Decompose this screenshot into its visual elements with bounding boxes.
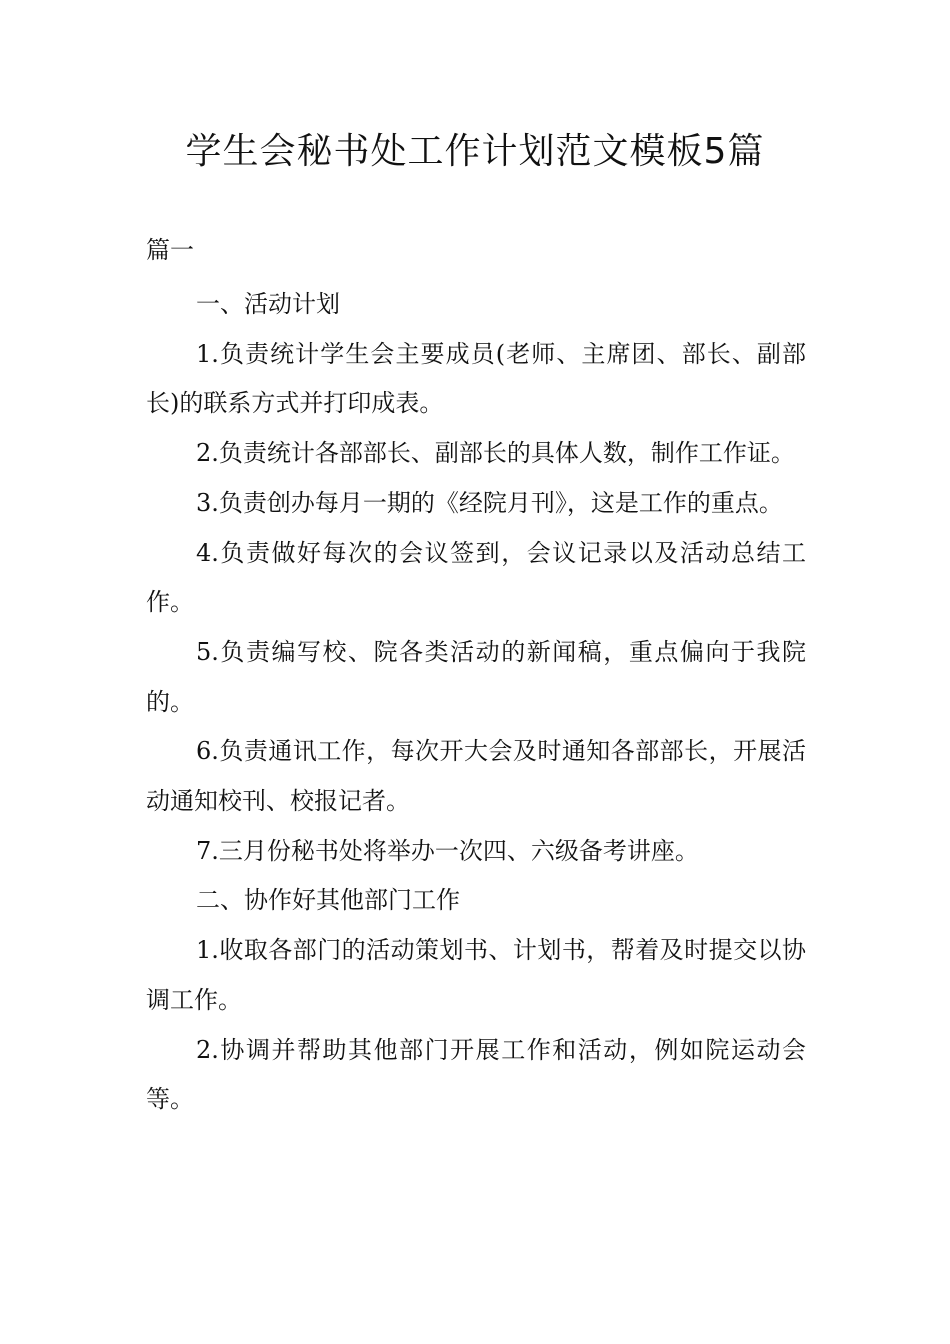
paragraph: 4.负责做好每次的会议签到，会议记录以及活动总结工作。: [146, 538, 806, 617]
heading-activity-plan: 一、活动计划: [196, 290, 340, 318]
paragraph: 7.三月份秘书处将举办一次四、六级备考讲座。: [196, 836, 699, 865]
paragraph: 2.负责统计各部部长、副部长的具体人数，制作工作证。: [196, 439, 795, 468]
document-body: [146, 280, 806, 1125]
paragraph: 1.收取各部门的活动策划书、计划书，帮着及时提交以协调工作。: [146, 936, 806, 1014]
section-label: 篇一: [146, 236, 194, 264]
paragraph: 1.负责统计学生会主要成员(老师、主席团、部长、副部长)的联系方式并打印成表。: [146, 339, 806, 418]
paragraph: 6.负责通讯工作，每次开大会及时通知各部部长，开展活动通知校刊、校报记者。: [146, 737, 806, 816]
paragraph: 2.协调并帮助其他部门开展工作和活动，例如院运动会等。: [146, 1035, 806, 1114]
heading-cooperation: 二、协作好其他部门工作: [196, 886, 460, 915]
paragraph: 5.负责编写校、院各类活动的新闻稿，重点偏向于我院的。: [146, 637, 806, 716]
document-title: 学生会秘书处工作计划范文模板5篇: [185, 131, 765, 172]
paragraph: 3.负责创办每月一期的《经院月刊》，这是工作的重点。: [196, 488, 783, 517]
